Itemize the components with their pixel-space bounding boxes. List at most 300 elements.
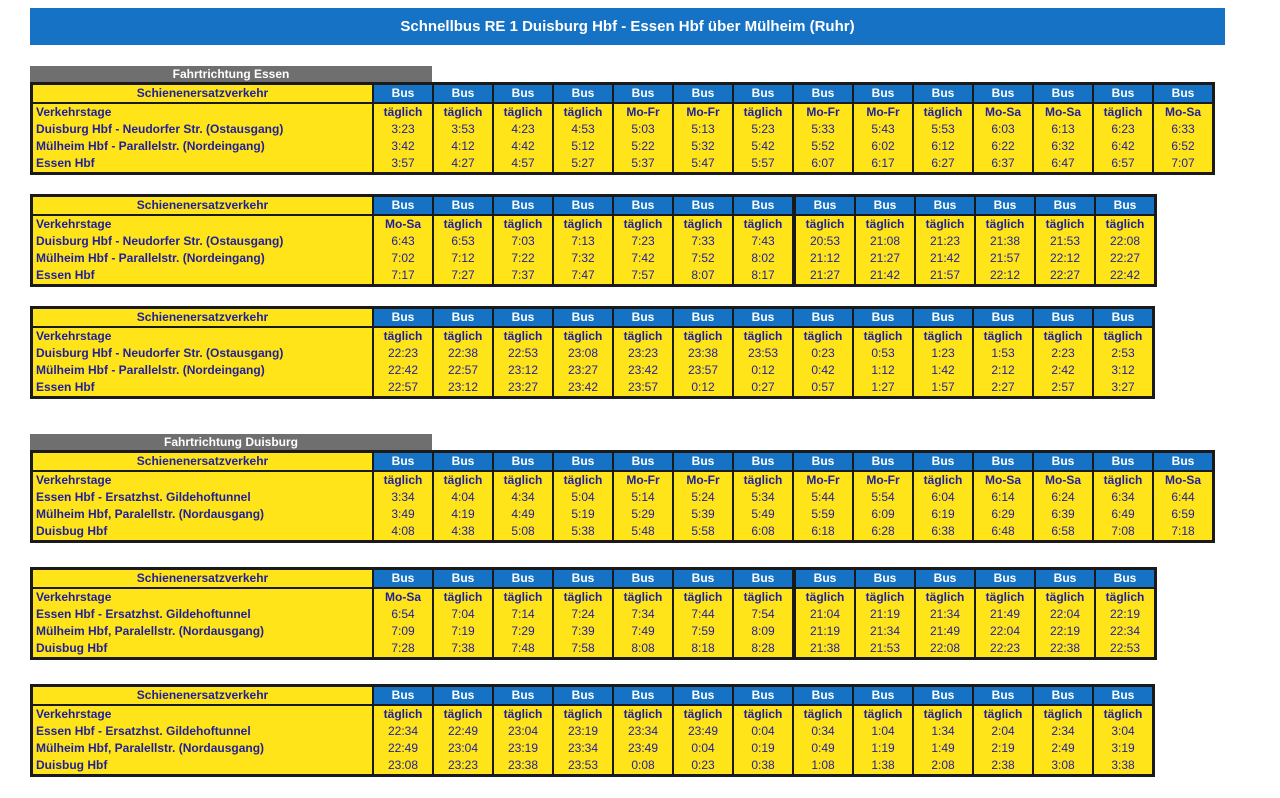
departure-time: 23:08 bbox=[552, 345, 612, 362]
departure-time: 0:27 bbox=[732, 379, 792, 396]
departure-time: 6:49 bbox=[1092, 506, 1152, 523]
departure-time: 7:17 bbox=[372, 267, 432, 284]
departure-time: 4:42 bbox=[492, 138, 552, 155]
departure-time: 22:23 bbox=[974, 640, 1034, 657]
departure-time: 6:32 bbox=[1032, 138, 1092, 155]
table-row bbox=[33, 723, 1152, 740]
departure-time: 4:34 bbox=[492, 489, 552, 506]
bus-column-header: Bus bbox=[492, 85, 552, 102]
departure-time: 8:08 bbox=[612, 640, 672, 657]
direction-header-essen: Fahrtrichtung Essen bbox=[30, 66, 432, 82]
table-header-row bbox=[33, 85, 1212, 102]
departure-time: 23:19 bbox=[492, 740, 552, 757]
departure-time: 5:13 bbox=[672, 121, 732, 138]
operating-days-cell: täglich bbox=[612, 214, 672, 233]
departure-time: 5:29 bbox=[612, 506, 672, 523]
bus-column-header: Bus bbox=[552, 687, 612, 704]
departure-time: 6:48 bbox=[972, 523, 1032, 540]
operating-days-cell: täglich bbox=[492, 704, 552, 723]
departure-time: 7:07 bbox=[1152, 155, 1212, 172]
bus-column-header: Bus bbox=[552, 570, 612, 587]
table-row bbox=[33, 345, 1152, 362]
stop-name: Mülheim Hbf - Parallelstr. (Nordeingang) bbox=[33, 250, 372, 267]
departure-time: 22:42 bbox=[372, 362, 432, 379]
departure-time: 22:34 bbox=[372, 723, 432, 740]
departure-time: 6:59 bbox=[1152, 506, 1212, 523]
stop-name: Duisbug Hbf bbox=[33, 523, 372, 540]
bus-column-header: Bus bbox=[432, 309, 492, 326]
departure-time: 22:08 bbox=[914, 640, 974, 657]
days-row bbox=[33, 470, 1212, 489]
bus-column-header: Bus bbox=[672, 197, 732, 214]
departure-time: 7:44 bbox=[672, 606, 732, 623]
bus-column-header: Bus bbox=[552, 309, 612, 326]
departure-time: 7:37 bbox=[492, 267, 552, 284]
departure-time: 7:34 bbox=[612, 606, 672, 623]
operating-days-cell: täglich bbox=[432, 704, 492, 723]
table-row bbox=[33, 250, 1154, 267]
table-header-row bbox=[33, 453, 1212, 470]
departure-time: 6:38 bbox=[912, 523, 972, 540]
departure-time: 7:43 bbox=[732, 233, 792, 250]
departure-time: 21:49 bbox=[914, 623, 974, 640]
departure-time: 6:09 bbox=[852, 506, 912, 523]
departure-time: 5:47 bbox=[672, 155, 732, 172]
departure-time: 22:38 bbox=[432, 345, 492, 362]
table-title: Schienenersatzverkehr bbox=[33, 570, 372, 587]
departure-time: 1:57 bbox=[912, 379, 972, 396]
departure-time: 5:08 bbox=[492, 523, 552, 540]
bus-column-header: Bus bbox=[612, 453, 672, 470]
departure-time: 0:57 bbox=[792, 379, 852, 396]
departure-time: 3:27 bbox=[1092, 379, 1152, 396]
stop-name: Essen Hbf bbox=[33, 155, 372, 172]
bus-column-header: Bus bbox=[852, 453, 912, 470]
departure-time: 4:49 bbox=[492, 506, 552, 523]
bus-column-header: Bus bbox=[912, 687, 972, 704]
departure-time: 0:23 bbox=[792, 345, 852, 362]
days-label: Verkehrstage bbox=[33, 102, 372, 121]
bus-column-header: Bus bbox=[372, 197, 432, 214]
departure-time: 23:23 bbox=[612, 345, 672, 362]
table-row bbox=[33, 740, 1152, 757]
departure-time: 5:53 bbox=[912, 121, 972, 138]
departure-time: 6:18 bbox=[792, 523, 852, 540]
departure-time: 0:04 bbox=[732, 723, 792, 740]
stop-name: Duisbug Hbf bbox=[33, 640, 372, 657]
departure-time: 7:39 bbox=[552, 623, 612, 640]
bus-column-header: Bus bbox=[972, 687, 1032, 704]
departure-time: 5:32 bbox=[672, 138, 732, 155]
departure-time: 23:34 bbox=[552, 740, 612, 757]
bus-column-header: Bus bbox=[672, 453, 732, 470]
departure-time: 6:07 bbox=[792, 155, 852, 172]
bus-column-header: Bus bbox=[612, 197, 672, 214]
departure-time: 7:42 bbox=[612, 250, 672, 267]
departure-time: 3:42 bbox=[372, 138, 432, 155]
bus-column-header: Bus bbox=[792, 85, 852, 102]
bus-column-header: Bus bbox=[372, 309, 432, 326]
departure-time: 5:49 bbox=[732, 506, 792, 523]
departure-time: 6:28 bbox=[852, 523, 912, 540]
bus-column-header: Bus bbox=[732, 570, 792, 587]
bus-column-header: Bus bbox=[612, 85, 672, 102]
operating-days-cell: täglich bbox=[552, 326, 612, 345]
departure-time: 23:23 bbox=[432, 757, 492, 774]
bus-column-header: Bus bbox=[1092, 453, 1152, 470]
operating-days-cell: täglich bbox=[972, 704, 1032, 723]
departure-time: 0:53 bbox=[852, 345, 912, 362]
bus-column-header: Bus bbox=[672, 309, 732, 326]
departure-time: 2:23 bbox=[1032, 345, 1092, 362]
departure-time: 7:49 bbox=[612, 623, 672, 640]
departure-time: 4:04 bbox=[432, 489, 492, 506]
departure-time: 0:12 bbox=[732, 362, 792, 379]
bus-column-header: Bus bbox=[672, 687, 732, 704]
bus-column-header: Bus bbox=[854, 197, 914, 214]
departure-time: 1:19 bbox=[852, 740, 912, 757]
operating-days-cell: täglich bbox=[912, 704, 972, 723]
departure-time: 1:34 bbox=[912, 723, 972, 740]
departure-time: 23:53 bbox=[552, 757, 612, 774]
departure-time: 4:57 bbox=[492, 155, 552, 172]
bus-column-header: Bus bbox=[794, 197, 854, 214]
bus-column-header: Bus bbox=[612, 309, 672, 326]
bus-column-header: Bus bbox=[974, 197, 1034, 214]
timetable-essen-1 bbox=[30, 82, 1215, 175]
departure-time: 2:57 bbox=[1032, 379, 1092, 396]
departure-time: 6:13 bbox=[1032, 121, 1092, 138]
departure-time: 6:22 bbox=[972, 138, 1032, 155]
departure-time: 4:08 bbox=[372, 523, 432, 540]
bus-column-header: Bus bbox=[732, 85, 792, 102]
departure-time: 1:53 bbox=[972, 345, 1032, 362]
bus-column-header: Bus bbox=[372, 85, 432, 102]
operating-days-cell: Mo-Sa bbox=[1152, 102, 1212, 121]
departure-time: 8:02 bbox=[732, 250, 792, 267]
departure-time: 7:14 bbox=[492, 606, 552, 623]
departure-time: 2:38 bbox=[972, 757, 1032, 774]
departure-time: 5:23 bbox=[732, 121, 792, 138]
timetable-duisburg-2 bbox=[30, 567, 1157, 660]
operating-days-cell: täglich bbox=[1092, 326, 1152, 345]
departure-time: 5:19 bbox=[552, 506, 612, 523]
operating-days-cell: täglich bbox=[492, 102, 552, 121]
operating-days-cell: Mo-Fr bbox=[672, 102, 732, 121]
departure-time: 6:02 bbox=[852, 138, 912, 155]
departure-time: 23:42 bbox=[552, 379, 612, 396]
departure-time: 6:53 bbox=[432, 233, 492, 250]
departure-time: 22:23 bbox=[372, 345, 432, 362]
departure-time: 2:53 bbox=[1092, 345, 1152, 362]
operating-days-cell: täglich bbox=[914, 587, 974, 606]
departure-time: 7:19 bbox=[432, 623, 492, 640]
departure-time: 23:04 bbox=[492, 723, 552, 740]
stop-name: Mülheim Hbf, Paralellstr. (Nordausgang) bbox=[33, 506, 372, 523]
operating-days-cell: täglich bbox=[552, 214, 612, 233]
departure-time: 3:34 bbox=[372, 489, 432, 506]
operating-days-cell: täglich bbox=[794, 214, 854, 233]
operating-days-cell: täglich bbox=[672, 214, 732, 233]
departure-time: 7:33 bbox=[672, 233, 732, 250]
stop-name: Mülheim Hbf, Paralellstr. (Nordausgang) bbox=[33, 623, 372, 640]
operating-days-cell: täglich bbox=[974, 587, 1034, 606]
stop-name: Duisburg Hbf - Neudorfer Str. (Ostausgang) bbox=[33, 233, 372, 250]
bus-column-header: Bus bbox=[492, 687, 552, 704]
bus-column-header: Bus bbox=[732, 309, 792, 326]
operating-days-cell: täglich bbox=[432, 326, 492, 345]
departure-time: 23:27 bbox=[552, 362, 612, 379]
operating-days-cell: täglich bbox=[792, 704, 852, 723]
operating-days-cell: täglich bbox=[732, 326, 792, 345]
departure-time: 5:03 bbox=[612, 121, 672, 138]
bus-column-header: Bus bbox=[914, 197, 974, 214]
operating-days-cell: täglich bbox=[492, 587, 552, 606]
departure-time: 21:27 bbox=[854, 250, 914, 267]
table-row bbox=[33, 623, 1154, 640]
departure-time: 7:13 bbox=[552, 233, 612, 250]
departure-time: 3:53 bbox=[432, 121, 492, 138]
bus-column-header: Bus bbox=[1032, 453, 1092, 470]
departure-time: 6:27 bbox=[912, 155, 972, 172]
departure-time: 6:34 bbox=[1092, 489, 1152, 506]
departure-time: 5:42 bbox=[732, 138, 792, 155]
table-header-row bbox=[33, 309, 1152, 326]
departure-time: 21:27 bbox=[794, 267, 854, 284]
departure-time: 6:42 bbox=[1092, 138, 1152, 155]
operating-days-cell: Mo-Fr bbox=[612, 470, 672, 489]
bus-column-header: Bus bbox=[552, 197, 612, 214]
bus-column-header: Bus bbox=[552, 85, 612, 102]
departure-time: 6:37 bbox=[972, 155, 1032, 172]
departure-time: 7:02 bbox=[372, 250, 432, 267]
departure-time: 4:27 bbox=[432, 155, 492, 172]
page-title: Schnellbus RE 1 Duisburg Hbf - Essen Hbf über Mülheim (Ruhr) bbox=[30, 8, 1225, 45]
departure-time: 6:14 bbox=[972, 489, 1032, 506]
departure-time: 8:07 bbox=[672, 267, 732, 284]
departure-time: 3:08 bbox=[1032, 757, 1092, 774]
departure-time: 22:19 bbox=[1034, 623, 1094, 640]
departure-time: 23:12 bbox=[432, 379, 492, 396]
operating-days-cell: täglich bbox=[372, 102, 432, 121]
departure-time: 0:19 bbox=[732, 740, 792, 757]
departure-time: 22:27 bbox=[1034, 267, 1094, 284]
bus-column-header: Bus bbox=[492, 309, 552, 326]
departure-time: 21:53 bbox=[854, 640, 914, 657]
operating-days-cell: täglich bbox=[1092, 704, 1152, 723]
operating-days-cell: täglich bbox=[914, 214, 974, 233]
departure-time: 8:18 bbox=[672, 640, 732, 657]
operating-days-cell: täglich bbox=[372, 470, 432, 489]
operating-days-cell: täglich bbox=[372, 704, 432, 723]
operating-days-cell: täglich bbox=[732, 102, 792, 121]
departure-time: 7:57 bbox=[612, 267, 672, 284]
operating-days-cell: Mo-Fr bbox=[852, 102, 912, 121]
operating-days-cell: Mo-Sa bbox=[1032, 470, 1092, 489]
departure-time: 22:57 bbox=[432, 362, 492, 379]
operating-days-cell: täglich bbox=[672, 587, 732, 606]
departure-time: 5:52 bbox=[792, 138, 852, 155]
departure-time: 23:38 bbox=[672, 345, 732, 362]
departure-time: 4:38 bbox=[432, 523, 492, 540]
stop-name: Duisburg Hbf - Neudorfer Str. (Ostausgang) bbox=[33, 121, 372, 138]
operating-days-cell: Mo-Sa bbox=[972, 102, 1032, 121]
departure-time: 0:49 bbox=[792, 740, 852, 757]
departure-time: 3:49 bbox=[372, 506, 432, 523]
departure-time: 21:19 bbox=[794, 623, 854, 640]
table-title: Schienenersatzverkehr bbox=[33, 197, 372, 214]
bus-column-header: Bus bbox=[372, 687, 432, 704]
table-row bbox=[33, 362, 1152, 379]
departure-time: 6:24 bbox=[1032, 489, 1092, 506]
bus-column-header: Bus bbox=[792, 309, 852, 326]
departure-time: 22:34 bbox=[1094, 623, 1154, 640]
departure-time: 5:34 bbox=[732, 489, 792, 506]
departure-time: 21:34 bbox=[914, 606, 974, 623]
operating-days-cell: Mo-Sa bbox=[372, 214, 432, 233]
table-row bbox=[33, 121, 1212, 138]
departure-time: 5:24 bbox=[672, 489, 732, 506]
table-row bbox=[33, 640, 1154, 657]
bus-column-header: Bus bbox=[1034, 570, 1094, 587]
interval-note bbox=[792, 570, 794, 657]
departure-time: 2:27 bbox=[972, 379, 1032, 396]
bus-column-header: Bus bbox=[1094, 570, 1154, 587]
table-row bbox=[33, 379, 1152, 396]
table-row bbox=[33, 757, 1152, 774]
departure-time: 23:49 bbox=[672, 723, 732, 740]
operating-days-cell: täglich bbox=[612, 587, 672, 606]
departure-time: 3:04 bbox=[1092, 723, 1152, 740]
departure-time: 21:53 bbox=[1034, 233, 1094, 250]
bus-column-header: Bus bbox=[972, 309, 1032, 326]
departure-time: 23:34 bbox=[612, 723, 672, 740]
bus-column-header: Bus bbox=[432, 687, 492, 704]
departure-time: 0:08 bbox=[612, 757, 672, 774]
timetable-duisburg-3 bbox=[30, 684, 1155, 777]
days-label: Verkehrstage bbox=[33, 470, 372, 489]
bus-column-header: Bus bbox=[432, 197, 492, 214]
departure-time: 6:58 bbox=[1032, 523, 1092, 540]
departure-time: 22:49 bbox=[432, 723, 492, 740]
bus-column-header: Bus bbox=[432, 453, 492, 470]
operating-days-cell: täglich bbox=[432, 214, 492, 233]
departure-time: 7:47 bbox=[552, 267, 612, 284]
departure-time: 22:53 bbox=[492, 345, 552, 362]
departure-time: 20:53 bbox=[794, 233, 854, 250]
departure-time: 5:39 bbox=[672, 506, 732, 523]
operating-days-cell: täglich bbox=[972, 326, 1032, 345]
operating-days-cell: Mo-Sa bbox=[1152, 470, 1212, 489]
bus-column-header: Bus bbox=[552, 453, 612, 470]
departure-time: 21:42 bbox=[914, 250, 974, 267]
bus-column-header: Bus bbox=[852, 85, 912, 102]
departure-time: 1:49 bbox=[912, 740, 972, 757]
departure-time: 6:19 bbox=[912, 506, 972, 523]
operating-days-cell: täglich bbox=[672, 704, 732, 723]
departure-time: 21:57 bbox=[914, 267, 974, 284]
departure-time: 3:57 bbox=[372, 155, 432, 172]
table-title: Schienenersatzverkehr bbox=[33, 85, 372, 102]
operating-days-cell: Mo-Fr bbox=[792, 470, 852, 489]
days-row bbox=[33, 704, 1152, 723]
operating-days-cell: täglich bbox=[1034, 587, 1094, 606]
stop-name: Essen Hbf - Ersatzhst. Gildehoftunnel bbox=[33, 489, 372, 506]
departure-time: 22:19 bbox=[1094, 606, 1154, 623]
operating-days-cell: täglich bbox=[792, 326, 852, 345]
operating-days-cell: täglich bbox=[552, 470, 612, 489]
departure-time: 6:08 bbox=[732, 523, 792, 540]
bus-column-header: Bus bbox=[1094, 197, 1154, 214]
departure-time: 5:14 bbox=[612, 489, 672, 506]
departure-time: 6:52 bbox=[1152, 138, 1212, 155]
days-label: Verkehrstage bbox=[33, 704, 372, 723]
operating-days-cell: täglich bbox=[492, 214, 552, 233]
bus-column-header: Bus bbox=[1152, 85, 1212, 102]
days-row bbox=[33, 326, 1152, 345]
stop-name: Duisburg Hbf - Neudorfer Str. (Ostausgang) bbox=[33, 345, 372, 362]
operating-days-cell: täglich bbox=[552, 704, 612, 723]
bus-column-header: Bus bbox=[1152, 453, 1212, 470]
departure-time: 6:57 bbox=[1092, 155, 1152, 172]
departure-time: 7:23 bbox=[612, 233, 672, 250]
stop-name: Essen Hbf - Ersatzhst. Gildehoftunnel bbox=[33, 606, 372, 623]
departure-time: 7:09 bbox=[372, 623, 432, 640]
table-title: Schienenersatzverkehr bbox=[33, 309, 372, 326]
direction-header-duisburg: Fahrtrichtung Duisburg bbox=[30, 434, 432, 450]
departure-time: 1:42 bbox=[912, 362, 972, 379]
operating-days-cell: Mo-Fr bbox=[792, 102, 852, 121]
departure-time: 2:34 bbox=[1032, 723, 1092, 740]
departure-time: 5:57 bbox=[732, 155, 792, 172]
bus-column-header: Bus bbox=[1092, 687, 1152, 704]
bus-column-header: Bus bbox=[372, 570, 432, 587]
operating-days-cell: täglich bbox=[854, 214, 914, 233]
bus-column-header: Bus bbox=[852, 687, 912, 704]
operating-days-cell: täglich bbox=[1032, 326, 1092, 345]
table-header-row bbox=[33, 570, 1154, 587]
departure-time: 7:08 bbox=[1092, 523, 1152, 540]
days-row bbox=[33, 587, 1154, 606]
operating-days-cell: täglich bbox=[852, 326, 912, 345]
operating-days-cell: täglich bbox=[912, 470, 972, 489]
departure-time: 8:28 bbox=[732, 640, 792, 657]
bus-column-header: Bus bbox=[1092, 309, 1152, 326]
departure-time: 6:23 bbox=[1092, 121, 1152, 138]
bus-column-header: Bus bbox=[1032, 687, 1092, 704]
departure-time: 21:42 bbox=[854, 267, 914, 284]
departure-time: 6:03 bbox=[972, 121, 1032, 138]
departure-time: 5:58 bbox=[672, 523, 732, 540]
bus-column-header: Bus bbox=[852, 309, 912, 326]
operating-days-cell: Mo-Fr bbox=[672, 470, 732, 489]
departure-time: 7:52 bbox=[672, 250, 732, 267]
departure-time: 23:08 bbox=[372, 757, 432, 774]
departure-time: 23:53 bbox=[732, 345, 792, 362]
bus-column-header: Bus bbox=[732, 197, 792, 214]
departure-time: 5:44 bbox=[792, 489, 852, 506]
departure-time: 0:12 bbox=[672, 379, 732, 396]
departure-time: 4:53 bbox=[552, 121, 612, 138]
operating-days-cell: täglich bbox=[854, 587, 914, 606]
days-label: Verkehrstage bbox=[33, 214, 372, 233]
departure-time: 23:19 bbox=[552, 723, 612, 740]
table-row bbox=[33, 155, 1212, 172]
operating-days-cell: täglich bbox=[612, 326, 672, 345]
operating-days-cell: täglich bbox=[1032, 704, 1092, 723]
days-label: Verkehrstage bbox=[33, 587, 372, 606]
departure-time: 7:24 bbox=[552, 606, 612, 623]
